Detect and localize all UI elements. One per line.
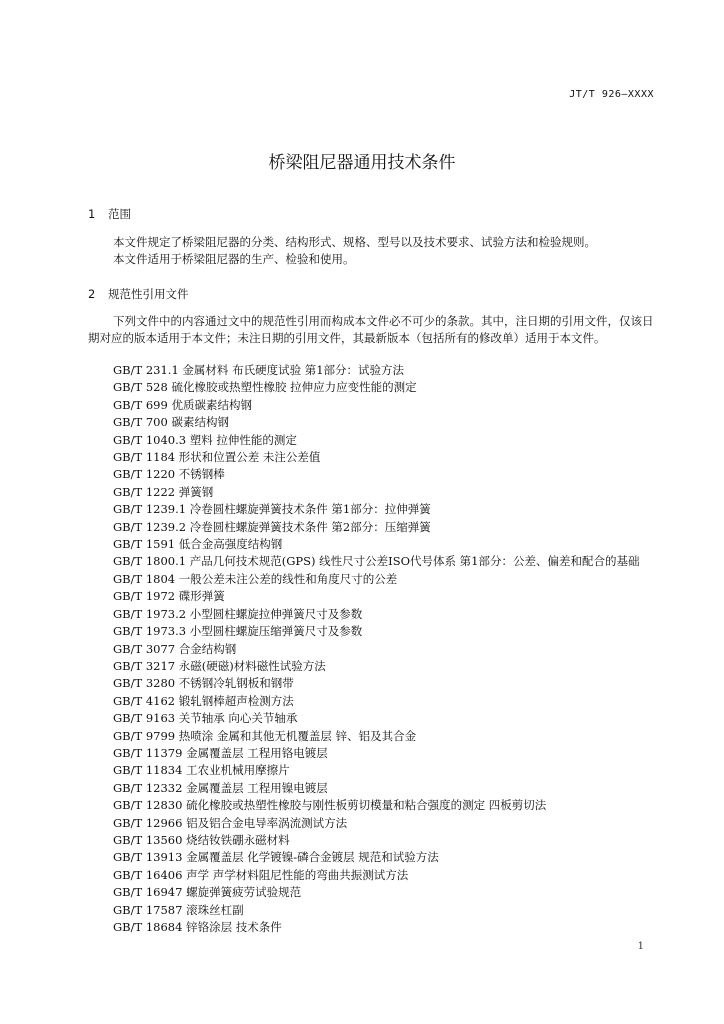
references-intro: 下列文件中的内容通过文中的规范性引用而构成本文件必不可少的条款。其中，注日期的引用文件，仅该日期对应的版本适用于本文件；未注日期的引用文件，其最新版本（包括所有的修改单）适用于本文件。 <box>88 314 654 345</box>
reference-item: GB/T 17587 滚珠丝杠副 <box>113 902 244 917</box>
document-code: JT/T 926—XXXX <box>569 89 654 100</box>
section-2-number: 2 <box>88 287 96 301</box>
reference-item: GB/T 12332 金属覆盖层 工程用镍电镀层 <box>113 780 328 795</box>
reference-item: GB/T 16947 螺旋弹簧疲劳试验规范 <box>113 885 302 900</box>
section-2-heading <box>88 286 189 302</box>
reference-item: GB/T 3077 合金结构钢 <box>113 641 237 656</box>
reference-item: GB/T 1972 碟形弹簧 <box>113 589 225 604</box>
reference-item: GB/T 12966 铝及铝合金电导率涡流测试方法 <box>113 815 348 830</box>
reference-item: GB/T 1239.2 冷卷圆柱螺旋弹簧技术条件 第2部分：压缩弹簧 <box>113 519 431 534</box>
reference-item: GB/T 11834 工农业机械用摩擦片 <box>113 763 290 778</box>
reference-item: GB/T 700 碳素结构钢 <box>113 415 229 430</box>
scope-paragraph-1: 本文件规定了桥梁阻尼器的分类、结构形式、规格、型号以及技术要求、试验方法和检验规则。 <box>113 235 596 249</box>
section-2-title: 规范性引用文件 <box>108 287 189 301</box>
reference-item: GB/T 16406 声学 声学材料阻尼性能的弯曲共振测试方法 <box>113 867 409 882</box>
reference-list <box>88 362 660 936</box>
reference-item: GB/T 528 硫化橡胶或热塑性橡胶 拉伸应力应变性能的测定 <box>113 380 417 395</box>
reference-item: GB/T 11379 金属覆盖层 工程用铬电镀层 <box>113 745 328 760</box>
section-1-title: 范围 <box>108 207 131 221</box>
page-number: 1 <box>637 941 644 952</box>
scope-paragraph-2: 本文件适用于桥梁阻尼器的生产、检验和使用。 <box>113 252 355 266</box>
reference-item: GB/T 1220 不锈钢棒 <box>113 467 225 482</box>
reference-item: GB/T 699 优质碳素结构钢 <box>113 397 252 412</box>
reference-item: GB/T 1973.2 小型圆柱螺旋拉伸弹簧尺寸及参数 <box>113 606 363 621</box>
section-1-number: 1 <box>88 207 96 221</box>
reference-item: GB/T 1973.3 小型圆柱螺旋压缩弹簧尺寸及参数 <box>113 624 363 639</box>
reference-item: GB/T 18684 锌铬涂层 技术条件 <box>113 920 282 934</box>
reference-item: GB/T 1591 低合金高强度结构钢 <box>113 537 283 552</box>
reference-item: GB/T 231.1 金属材料 布氏硬度试验 第1部分：试验方法 <box>113 363 405 377</box>
reference-item: GB/T 13560 烧结钕铁硼永磁材料 <box>113 832 290 847</box>
reference-item: GB/T 1804 一般公差未注公差的线性和角度尺寸的公差 <box>113 571 398 586</box>
reference-item: GB/T 12830 硫化橡胶或热塑性橡胶与刚性板剪切模量和粘合强度的测定 四板剪切法 <box>113 798 547 813</box>
reference-item: GB/T 1184 形状和位置公差 未注公差值 <box>113 450 321 465</box>
reference-item: GB/T 1222 弹簧钢 <box>113 484 214 499</box>
reference-item: GB/T 9163 关节轴承 向心关节轴承 <box>113 711 298 726</box>
reference-item: GB/T 4162 锻轧钢棒超声检测方法 <box>113 693 294 708</box>
document-title: 桥梁阻尼器通用技术条件 <box>268 153 456 173</box>
reference-item: GB/T 3280 不锈钢冷轧钢板和钢带 <box>113 676 294 691</box>
reference-item: GB/T 1800.1 产品几何技术规范(GPS) 线性尺寸公差ISO代号体系 第1部分：公差、偏差和配合的基础 <box>113 554 640 569</box>
section-1-heading <box>88 206 131 222</box>
reference-item: GB/T 1040.3 塑料 拉伸性能的测定 <box>113 432 297 447</box>
reference-item: GB/T 9799 热喷涂 金属和其他无机覆盖层 锌、铝及其合金 <box>113 728 417 743</box>
reference-item: GB/T 3217 永磁(硬磁)材料磁性试验方法 <box>113 658 326 673</box>
reference-item: GB/T 1239.1 冷卷圆柱螺旋弹簧技术条件 第1部分：拉伸弹簧 <box>113 502 431 517</box>
reference-item: GB/T 13913 金属覆盖层 化学镀镍-磷合金镀层 规范和试验方法 <box>113 850 439 865</box>
section-1-body <box>88 234 658 268</box>
